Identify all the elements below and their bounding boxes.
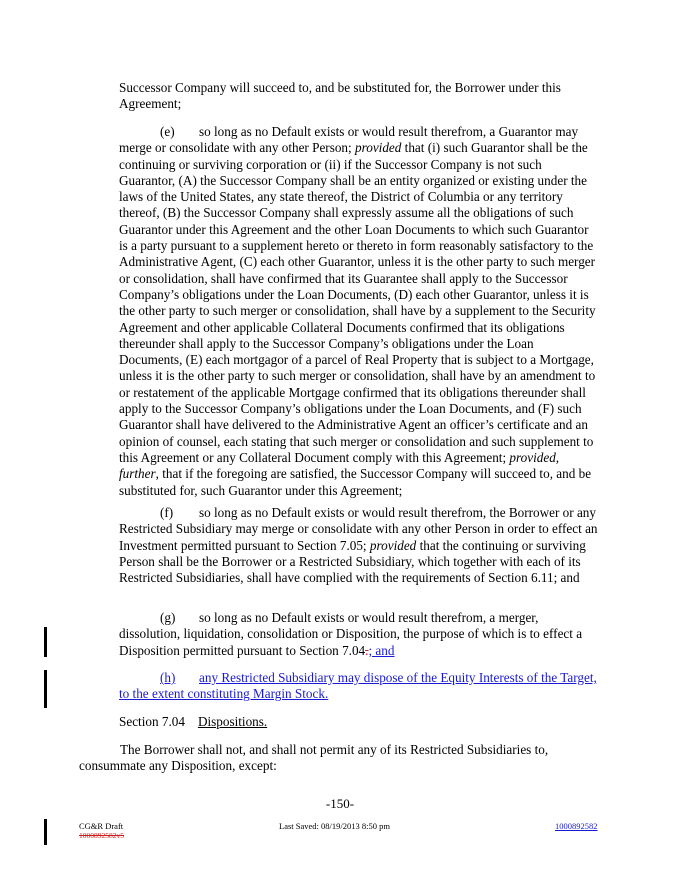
- clause-f-text-1: so long as no Default exists or would result therefrom, the Borrower or any Restricted Subsidiary may merge or consolidate with any other Person in order to effect an Investment permitted pursuant to Section 7.05;: [119, 505, 598, 553]
- clause-e-provided: provided: [354, 140, 402, 156]
- paragraph-closing: [79, 742, 600, 775]
- clause-label-h: (h): [160, 670, 176, 685]
- clause-h-text: any Restricted Subsidiary may dispose of the Equity Interests of the Target, to the extent constituting Margin Stock.: [119, 670, 597, 702]
- closing-text: The Borrower shall not, and shall not permit any of its Restricted Subsidiaries to, consummate any Disposition, except:: [79, 742, 549, 774]
- clause-f-text-2: that the continuing or surviving Person shall be the Borrower or a Restricted Subsidiary, which together with each of its Restricted Subsidiaries, shall have complied with the requirements of Section 6.11; and: [119, 537, 586, 586]
- footer-left: [79, 821, 124, 841]
- change-bar: [44, 670, 47, 708]
- intro-text: Successor Company will succeed to, and be substituted for, the Borrower under this Agreement;: [119, 80, 561, 112]
- clause-e-text-3: , that if the foregoing are satisfied, the Successor Company will succeed to, and be substituted for, such Guarantor under this Agreement;: [119, 466, 592, 498]
- footer-doc-id: 1000892582: [555, 821, 598, 831]
- page-number: -150-: [325, 796, 355, 811]
- paragraph-g: [119, 610, 600, 659]
- footer-deleted-doc-id: 1000892582v5: [79, 831, 124, 840]
- clause-e-text-1: so long as no Default exists or would result therefrom, a Guarantor may merge or consolidate with any other Person;: [119, 124, 579, 156]
- paragraph-h-inserted: [119, 670, 600, 703]
- clause-label-f: (f): [160, 505, 174, 520]
- section-title: Dispositions.: [197, 714, 268, 729]
- footer-draft-label: CG&R Draft: [79, 821, 124, 831]
- clause-e-provided-further: provided, further: [119, 449, 560, 482]
- paragraph-e: [119, 124, 600, 499]
- section-number: Section 7.04: [119, 714, 185, 729]
- section-heading: [119, 714, 600, 730]
- clause-g-text: so long as no Default exists or would result therefrom, a merger, dissolution, liquidation, consolidation or Disposition, the purpose of which is to effect a Disposition permitted pursuant to Section 7.04: [119, 610, 583, 658]
- paragraph-f: [119, 505, 600, 586]
- clause-label-g: (g): [160, 610, 176, 625]
- footer-last-saved: Last Saved: 08/19/2013 8:50 pm: [279, 821, 390, 831]
- paragraph-intro: [119, 80, 599, 113]
- clause-e-text-2: that (i) such Guarantor shall be the continuing or surviving corporation or (ii) if the Successor Company is not such Guarantor, (A) the Successor Company shall be an entity organized or existing under the laws of the United States, any state thereof, the District of Columbia or any territory thereof, (B) the Successor Company shall expressly assume all the obligations of such Guarantor under this Agreement and the other Loan Documents to which such Guarantor is a party pursuant to a supplement hereto or thereto in form reasonably satisfactory to the Administrative Agent, (C) each other Guarantor, unless it is the other party to such merger or consolidation, shall have confirmed that its Guarantee shall apply to the Successor Company’s obligations under the Loan Documents, (D) each other Guarantor, unless it is the other party to such merger or consolidation, shall have by a supplement to the Security Agreement and other applicable Collateral Documents confirmed that its obligations thereunder shall apply to the Successor Company’s obligations under the Loan Documents, (E) each mortgagor of a parcel of Real Property that is subject to a Mortgage, unless it is the other party to such merger or consolidation, shall have by an amendment to or restatement of the applicable Mortgage confirmed that its obligations thereunder shall apply to the Successor Company’s obligations under the Loan Documents, and (F) such Guarantor shall have delivered to the Administrative Agent an officer’s certificate and an opinion of counsel, each stating that such merger or consolidation and such supplement to this Agreement or any Collateral Document comply with this Agreement;: [119, 140, 596, 465]
- deleted-mark: .: [365, 642, 369, 658]
- clause-label-e: (e): [160, 124, 175, 139]
- change-bar: [44, 627, 47, 657]
- change-bar: [44, 819, 47, 845]
- inserted-and: ; and: [368, 642, 395, 658]
- clause-f-provided: provided: [369, 537, 417, 553]
